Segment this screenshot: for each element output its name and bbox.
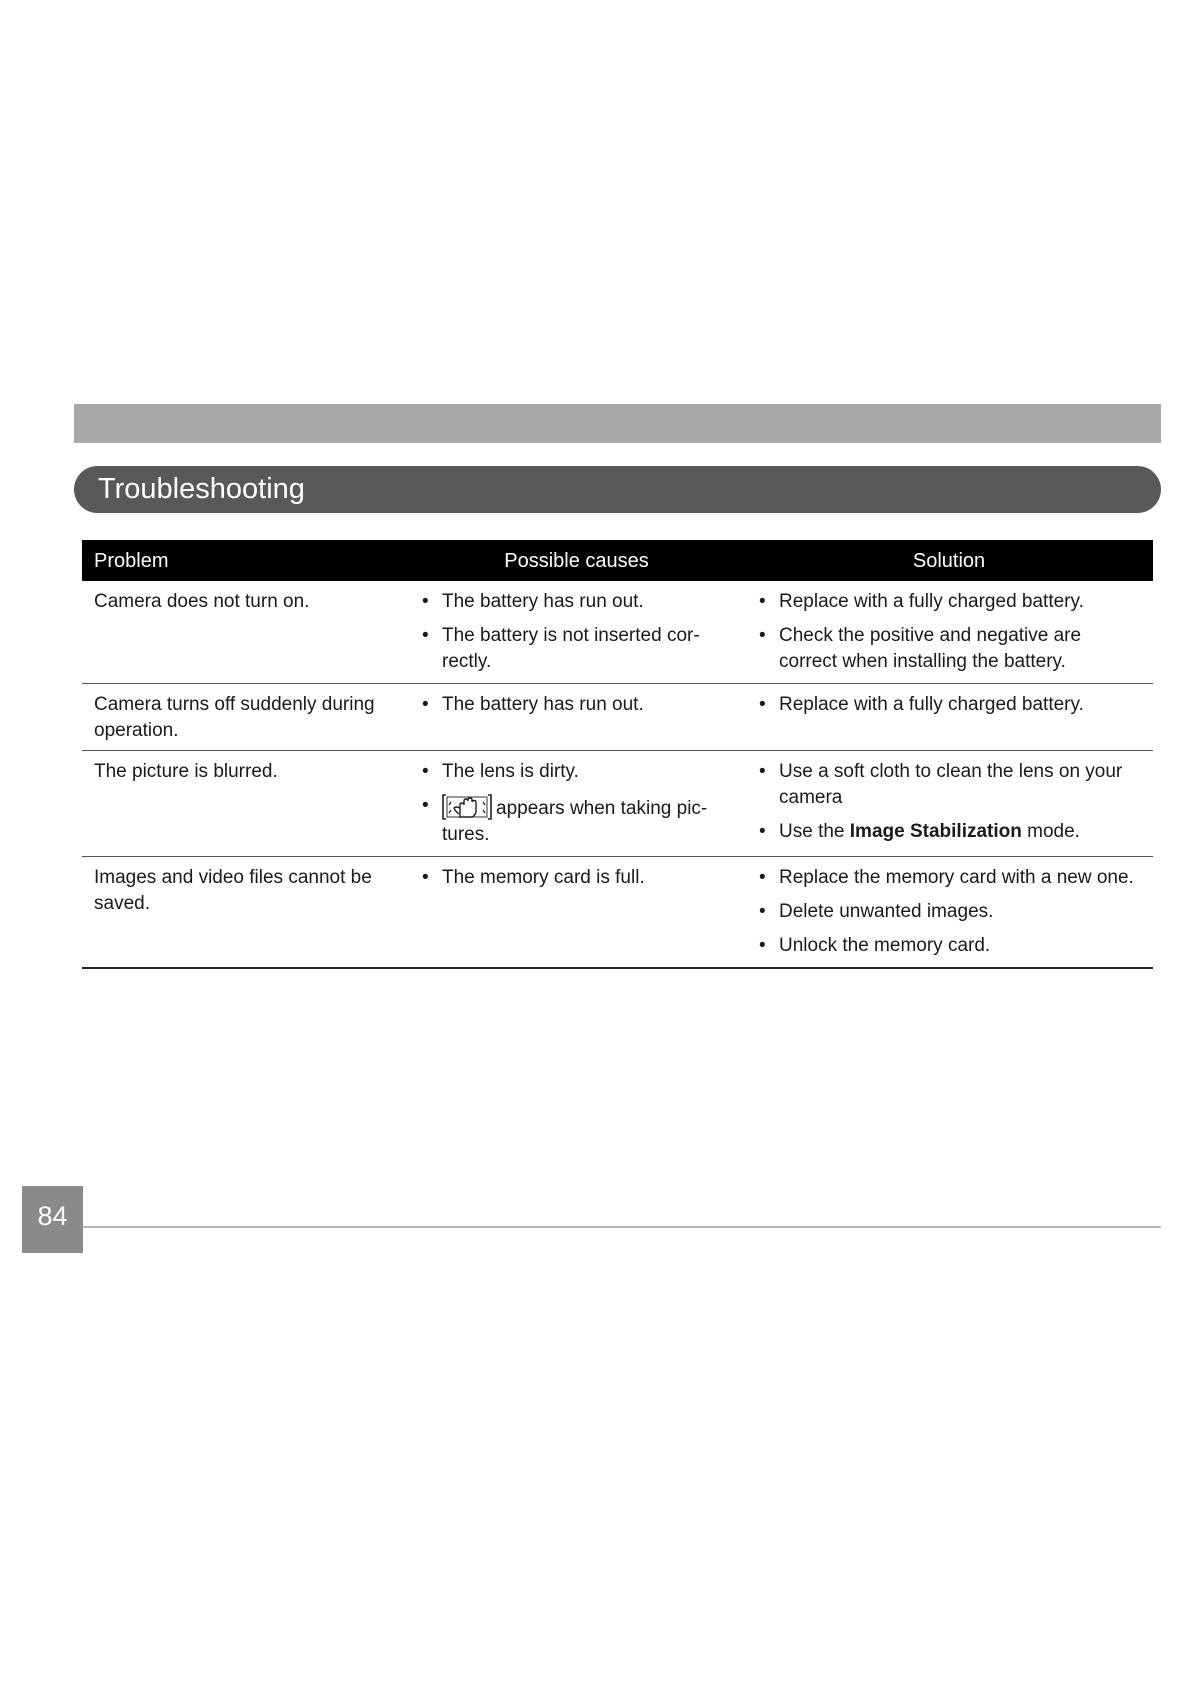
solution-text: Replace with a fully charged battery. [779, 694, 1084, 715]
problem-cell: The picture is blurred. [82, 751, 408, 857]
section-title: Troubleshooting [98, 473, 305, 505]
problem-cell: Camera turns off suddenly during operation. [82, 684, 408, 751]
table-row [82, 751, 1153, 857]
solution-text-suffix: mode. [1021, 821, 1080, 842]
bullet: • [422, 625, 429, 646]
hand-shake-warning-icon [442, 793, 492, 821]
problem-cell: Camera does not turn on. [82, 581, 408, 684]
solution-item [757, 759, 1141, 811]
cause-text: The battery has run out. [442, 694, 644, 715]
bullet: • [759, 821, 766, 842]
solution-text: Unlock the memory card. [779, 935, 991, 956]
bullet: • [759, 625, 766, 646]
causes-cell [408, 751, 745, 857]
solution-item [757, 623, 1141, 675]
cause-item [420, 623, 733, 675]
solution-text-prefix: Use the [779, 821, 850, 842]
solution-text: Replace the memory card with a new one. [779, 867, 1134, 888]
solution-item [757, 899, 1141, 925]
solution-text: Use a soft cloth to clean the lens on your camera [779, 761, 1123, 808]
solution-item [757, 933, 1141, 959]
solution-item [757, 865, 1141, 891]
bullet: • [422, 694, 429, 715]
bullet: • [422, 867, 429, 888]
cause-text: The lens is dirty. [442, 761, 579, 782]
bullet: • [759, 761, 766, 782]
bullet: • [759, 867, 766, 888]
header-solution: Solution [745, 540, 1153, 581]
image-stabilization-term: Image Stabilization [849, 821, 1022, 842]
causes-cell [408, 684, 745, 751]
solution-cell [745, 751, 1153, 857]
header-band [74, 404, 1161, 443]
solution-text: Delete unwanted images. [779, 901, 994, 922]
header-problem: Problem [82, 540, 408, 581]
troubleshooting-table [82, 540, 1153, 969]
bullet: • [759, 935, 766, 956]
bullet: • [422, 761, 429, 782]
solution-item [757, 819, 1141, 845]
solution-text: Check the positive and negative are correct when installing the battery. [779, 625, 1082, 672]
bullet: • [759, 591, 766, 612]
cause-item [420, 692, 733, 718]
cause-text: The battery has run out. [442, 591, 644, 612]
problem-cell: Images and video files cannot be saved. [82, 857, 408, 969]
cause-text: The memory card is full. [442, 867, 645, 888]
table-row [82, 684, 1153, 751]
solution-cell [745, 684, 1153, 751]
cause-text: The battery is not inserted cor-rectly. [442, 625, 700, 672]
cause-item [420, 759, 733, 785]
page-number-box [22, 1186, 83, 1253]
cause-item [420, 589, 733, 615]
bullet: • [759, 901, 766, 922]
table-header-row [82, 540, 1153, 581]
page-number: 84 [37, 1201, 68, 1231]
solution-cell [745, 581, 1153, 684]
cause-text: appears when taking pic-tures. [442, 798, 708, 845]
header-possible-causes: Possible causes [408, 540, 745, 581]
bullet: • [422, 591, 429, 612]
solution-text: Replace with a fully charged battery. [779, 591, 1084, 612]
causes-cell [408, 857, 745, 969]
bullet: • [759, 694, 766, 715]
bullet: • [422, 795, 429, 816]
solution-cell [745, 857, 1153, 969]
solution-item [757, 692, 1141, 718]
section-title-bar [74, 466, 1161, 513]
cause-item [420, 793, 733, 848]
footer-divider [83, 1226, 1161, 1228]
table-row [82, 581, 1153, 684]
table-row [82, 857, 1153, 969]
cause-item [420, 865, 733, 891]
solution-item [757, 589, 1141, 615]
causes-cell [408, 581, 745, 684]
